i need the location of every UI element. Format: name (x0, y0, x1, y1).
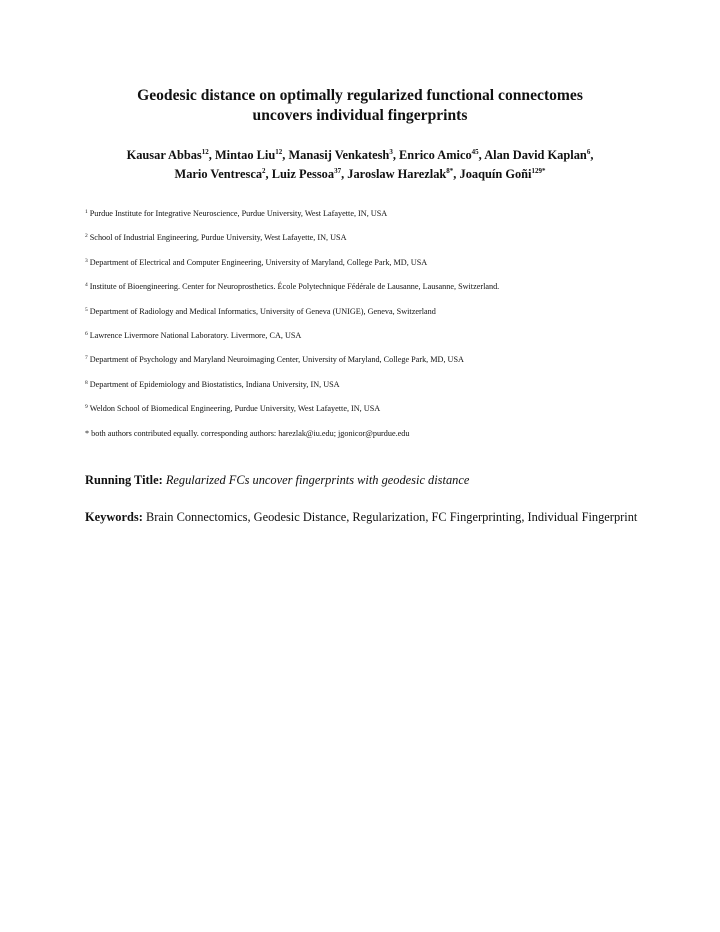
author-separator: , (590, 148, 594, 162)
author-name: Jaroslaw Harezlak (347, 167, 447, 181)
affiliation-number: 2 (85, 233, 88, 240)
author-affiliation-marks: 45 (471, 148, 479, 156)
author-abbas (127, 148, 212, 162)
author-name: Mario Ventresca (174, 167, 263, 181)
author-kaplan (484, 148, 593, 162)
affiliation-item (85, 354, 685, 378)
affiliation-item (85, 379, 685, 403)
author-separator: , (478, 148, 482, 162)
author-name: Joaquín Goñi (459, 167, 532, 181)
affiliation-text: School of Industrial Engineering, Purdue University, West Lafayette, IN, USA (89, 233, 347, 243)
title-line-1: Geodesic distance on optimally regularized functional connectomes (137, 87, 583, 104)
author-pessoa (272, 167, 344, 181)
author-liu (215, 148, 285, 162)
running-title-label: Running Title: (85, 473, 163, 487)
author-affiliation-marks: 6 (586, 148, 591, 156)
affiliation-text: Lawrence Livermore National Laboratory. Livermore, CA, USA (89, 330, 302, 340)
affiliation-item (85, 257, 685, 281)
author-line-2 (60, 165, 660, 184)
keywords (85, 509, 645, 526)
title-line-2: uncovers individual fingerprints (252, 107, 468, 124)
affiliation-item (85, 330, 685, 354)
affiliation-text: Department of Epidemiology and Biostatistics, Indiana University, IN, USA (89, 379, 340, 389)
author-affiliation-marks: 2 (262, 167, 266, 175)
affiliation-text: Weldon School of Biomedical Engineering, Purdue University, West Lafayette, IN, USA (89, 404, 381, 414)
affiliation-number: 1 (85, 209, 88, 215)
keywords-value: Brain Connectomics, Geodesic Distance, Regularization, FC Fingerprinting, Individual Fingerprint (145, 510, 638, 524)
running-title (85, 472, 469, 489)
author-separator: , (392, 148, 396, 162)
affiliation-text: Department of Electrical and Computer Engineering, University of Maryland, College Park, MD, USA (89, 257, 428, 267)
author-separator: , (208, 148, 212, 162)
corresponding-note (85, 428, 685, 452)
author-affiliation-marks: 12 (201, 148, 209, 156)
author-line-1 (60, 146, 660, 165)
author-venkatesh (288, 148, 395, 162)
affiliation-number: 6 (85, 330, 88, 337)
author-name: Mintao Liu (214, 148, 276, 162)
author-affiliation-marks: 8* (446, 167, 454, 175)
author-separator: , (453, 167, 457, 181)
author-amico (399, 148, 482, 162)
affiliation-number: 7 (85, 355, 88, 362)
author-name: Kausar Abbas (126, 148, 202, 162)
author-separator: , (282, 148, 286, 162)
author-name: Alan David Kaplan (484, 148, 587, 162)
author-name: Luiz Pessoa (271, 167, 335, 181)
affiliation-number: 9 (85, 404, 88, 411)
affiliation-text: Institute of Bioengineering. Center for Neuroprosthetics. École Polytechnique Fédérale de Lausanne, Lausanne, Switzerland. (89, 282, 500, 292)
author-affiliation-marks: 37 (334, 167, 342, 175)
keywords-label: Keywords: (85, 510, 143, 524)
affiliation-number: 8 (85, 379, 88, 386)
running-title-value: Regularized FCs uncover fingerprints with geodesic distance (165, 473, 470, 487)
affiliation-item (85, 281, 685, 305)
author-affiliation-marks: 3 (389, 148, 393, 156)
affiliation-item (85, 306, 685, 330)
affiliation-text: Purdue Institute for Integrative Neuroscience, Purdue University, West Lafayette, IN, USA (89, 209, 388, 218)
affiliation-number: 5 (85, 306, 88, 313)
author-ventresca (175, 167, 269, 181)
author-affiliation-marks: 12 (275, 148, 283, 156)
author-name: Enrico Amico (399, 148, 472, 162)
affiliation-number: 4 (85, 282, 88, 289)
corresponding-text: * both authors contributed equally. corresponding authors: harezlak@iu.edu; jgonicor@purdue.edu (85, 428, 410, 438)
author-separator: , (265, 167, 269, 181)
author-goni (460, 167, 546, 181)
affiliation-item (85, 403, 685, 427)
affiliation-item (85, 232, 685, 256)
author-affiliation-marks: 129* (531, 167, 546, 175)
affiliation-text: Department of Psychology and Maryland Neuroimaging Center, University of Maryland, College Park, MD, USA (89, 355, 464, 365)
author-separator: , (341, 167, 345, 181)
author-name: Manasij Venkatesh (288, 148, 390, 162)
affiliation-item (85, 208, 685, 232)
affiliation-number: 3 (85, 257, 88, 264)
author-list (60, 146, 660, 184)
affiliation-list (85, 208, 685, 452)
affiliation-text: Department of Radiology and Medical Informatics, University of Geneva (UNIGE), Geneva, Switzerland (89, 306, 436, 316)
paper-title (60, 86, 660, 126)
author-harezlak (347, 167, 456, 181)
